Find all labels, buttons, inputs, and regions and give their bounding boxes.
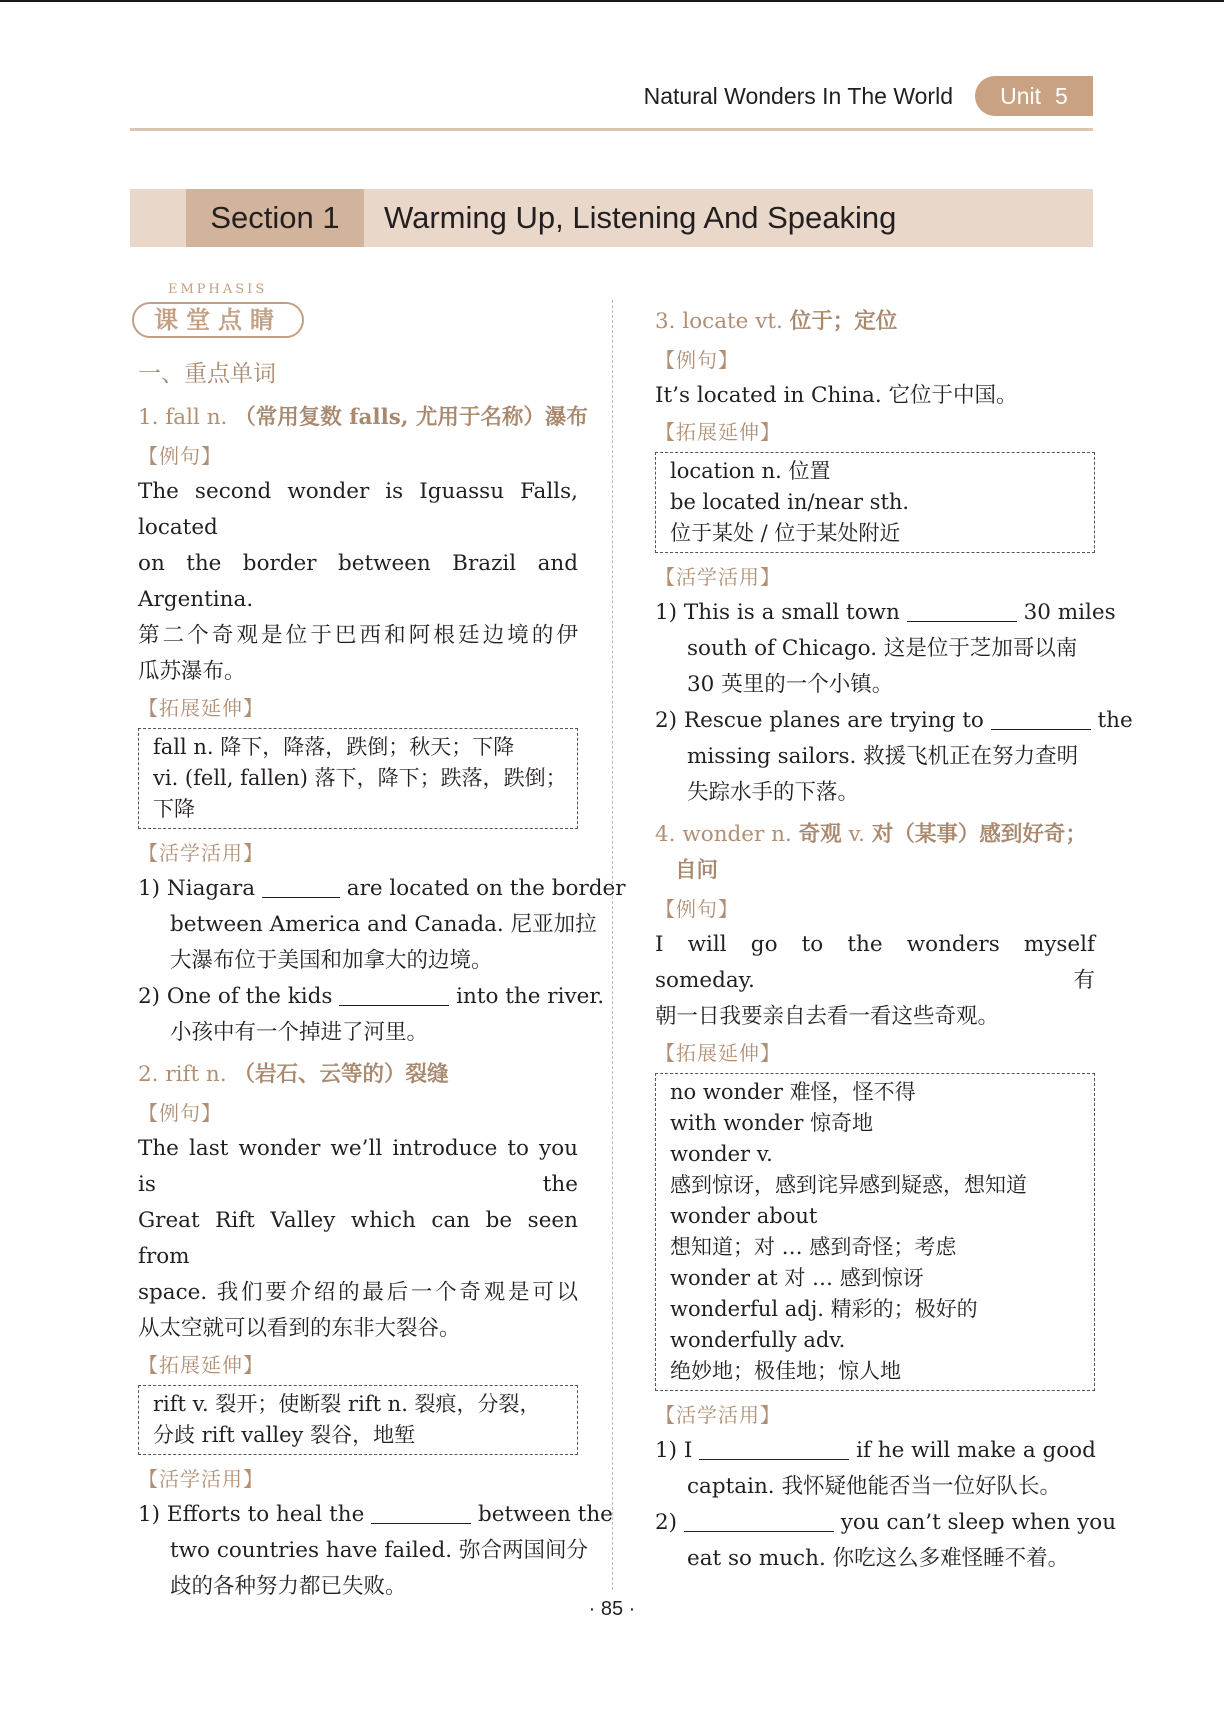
word-head: [138, 1055, 578, 1095]
extension-tag: 【拓展延伸】: [655, 420, 781, 444]
practice-cont: missing sailors. 救援飞机正在努力查明: [687, 744, 1079, 769]
word-head: [655, 815, 1095, 855]
answer-blank[interactable]: [684, 1509, 834, 1532]
unit-number: 5: [1055, 82, 1068, 109]
word-term: 4. wonder n.: [655, 822, 792, 847]
example-tag: 【例句】: [655, 897, 739, 921]
extension-line: wonder at 对 … 感到惊讶: [670, 1266, 924, 1290]
word-sense: （岩石、云等的）裂缝: [233, 1062, 449, 1087]
word-entry-wonder: [655, 815, 1117, 1577]
practice-text: are located on the border: [346, 876, 626, 901]
extension-line: 想知道；对 … 感到奇怪；考虑: [670, 1235, 957, 1259]
section-title: Warming Up, Listening And Speaking: [384, 200, 897, 235]
left-column: [138, 282, 626, 1605]
practice-cont: between America and Canada. 尼亚加拉: [170, 912, 597, 937]
practice-tag: 【活学活用】: [138, 841, 264, 865]
practice-text: 1) I: [655, 1438, 693, 1463]
top-rule: [0, 0, 1224, 2]
practice-tag: 【活学活用】: [655, 1403, 781, 1427]
example-line: The second wonder is Iguassu Falls, located: [138, 479, 578, 540]
word-sense: 奇观: [798, 822, 842, 847]
example-tag: 【例句】: [138, 1101, 222, 1125]
practice-item: [138, 979, 605, 1015]
section-number: Section 1: [186, 189, 364, 247]
example-line: space. 我们要介绍的最后一个奇观是可以: [138, 1280, 578, 1305]
extension-tag: 【拓展延伸】: [138, 696, 264, 720]
practice-cont: 大瀑布位于美国和加拿大的边境。: [170, 948, 493, 973]
practice-cont: south of Chicago. 这是位于芝加哥以南: [687, 636, 1078, 661]
word-sense: 自问: [675, 858, 719, 883]
page-number: · 85 ·: [588, 1598, 636, 1620]
practice-item: [655, 1505, 1117, 1541]
word-sense: 位于；定位: [789, 309, 898, 334]
practice-tag: 【活学活用】: [138, 1467, 264, 1491]
section-banner: [130, 189, 1093, 247]
practice-text: 1) Niagara: [138, 876, 256, 901]
practice-text: between the: [478, 1502, 613, 1527]
example-tag: 【例句】: [138, 444, 222, 468]
extension-tag: 【拓展延伸】: [655, 1041, 781, 1065]
word-sense: 对（某事）感到好奇；: [871, 822, 1087, 847]
example-line: Great Rift Valley which can be seen from: [138, 1208, 578, 1269]
practice-text: 1) Efforts to heal the: [138, 1502, 365, 1527]
practice-item: [138, 1497, 613, 1533]
header-rule: [130, 128, 1093, 131]
unit-badge: [975, 76, 1093, 116]
extension-line: no wonder 难怪，怪不得: [670, 1080, 916, 1104]
practice-cont: 失踪水手的下落。: [687, 780, 860, 805]
extension-box: [655, 452, 1095, 553]
practice-cont: 歧的各种努力都已失败。: [170, 1574, 407, 1599]
example-line: It’s located in China. 它位于中国。: [655, 383, 1018, 408]
word-head-cont: [655, 851, 1095, 891]
practice-text: if he will make a good: [856, 1438, 1096, 1463]
extension-line: 绝妙地；极佳地；惊人地: [670, 1359, 901, 1383]
header-title: Natural Wonders In The World: [643, 83, 953, 109]
word-term: 3. locate vt.: [655, 309, 783, 334]
word-entry-locate: [655, 302, 1133, 811]
extension-line: 位于某处 / 位于某处附近: [670, 521, 901, 545]
extension-line: rift v. 裂开；使断裂 rift n. 裂痕，分裂，: [153, 1392, 541, 1416]
word-head: [655, 302, 1095, 342]
extension-tag: 【拓展延伸】: [138, 1353, 264, 1377]
extension-line: wonderful adj. 精彩的；极好的: [670, 1297, 978, 1321]
word-entry-rift: [138, 1055, 613, 1605]
practice-text: 2): [655, 1510, 678, 1535]
example-line: 朝一日我要亲自去看一看这些奇观。: [655, 1004, 1000, 1029]
practice-cont: captain. 我怀疑他能否当一位好队长。: [687, 1474, 1061, 1499]
answer-blank[interactable]: [371, 1501, 471, 1524]
practice-tag: 【活学活用】: [655, 565, 781, 589]
example-line: on the border between Brazil and Argentina.: [138, 551, 578, 612]
extension-line: with wonder 惊奇地: [670, 1111, 874, 1135]
emphasis-english: EMPHASIS: [168, 282, 268, 297]
extension-box: [138, 1385, 578, 1455]
practice-text: the: [1097, 708, 1133, 733]
practice-cont: two countries have failed. 弥合两国间分: [170, 1538, 588, 1563]
right-column: [655, 298, 1133, 1577]
practice-cont: eat so much. 你吃这么多难怪睡不着。: [687, 1546, 1070, 1571]
extension-line: wonder v.: [670, 1142, 773, 1166]
example-tag: 【例句】: [655, 348, 739, 372]
practice-cont: 30 英里的一个小镇。: [687, 672, 894, 697]
extension-line: fall n. 降下，降落，跌倒；秋天；下降: [153, 735, 515, 759]
answer-blank[interactable]: [339, 983, 449, 1006]
practice-item: [655, 703, 1133, 739]
word-term: v.: [848, 822, 865, 847]
emphasis-chinese: 课堂点睛: [132, 302, 304, 338]
word-term: 1. fall n.: [138, 405, 228, 430]
extension-line: location n. 位置: [670, 459, 831, 483]
example-line: 瓜苏瀑布。: [138, 659, 246, 684]
running-header: [130, 74, 1093, 120]
word-head: [138, 398, 588, 438]
extension-box: [655, 1073, 1095, 1391]
column-divider: [612, 300, 613, 1590]
practice-item: [655, 1433, 1095, 1469]
example-line: I will go to the wonders myself someday. 有: [655, 932, 1095, 993]
example-line: 第二个奇观是位于巴西和阿根廷边境的伊: [138, 623, 578, 648]
extension-line: vi. (fell, fallen) 落下，降下；跌落，跌倒；: [153, 766, 567, 790]
answer-blank[interactable]: [699, 1437, 849, 1460]
practice-text: into the river.: [456, 984, 605, 1009]
practice-item: [655, 595, 1116, 631]
practice-text: 2) One of the kids: [138, 984, 333, 1009]
word-sense: （常用复数 falls, 尤用于名称）瀑布: [234, 405, 588, 430]
answer-blank[interactable]: [991, 707, 1091, 730]
example-line: 从太空就可以看到的东非大裂谷。: [138, 1316, 461, 1341]
word-term: 2. rift n.: [138, 1062, 227, 1087]
practice-item: [138, 871, 626, 907]
unit-label: Unit: [1000, 82, 1042, 109]
extension-line: 下降: [153, 797, 195, 821]
extension-line: be located in/near sth.: [670, 490, 910, 514]
example-line: The last wonder we’ll introduce to you is the: [138, 1136, 578, 1197]
extension-line: wonderfully adv.: [670, 1328, 846, 1352]
practice-text: 1) This is a small town: [655, 600, 900, 625]
practice-cont: 小孩中有一个掉进了河里。: [170, 1020, 429, 1045]
key-words-heading: 一、重点单词: [138, 361, 276, 387]
extension-line: wonder about: [670, 1204, 818, 1228]
extension-line: 分歧 rift valley 裂谷，地堑: [153, 1423, 416, 1447]
practice-text: 30 miles: [1023, 600, 1116, 625]
extension-line: 感到惊讶，感到诧异感到疑惑，想知道: [670, 1173, 1027, 1197]
practice-text: 2) Rescue planes are trying to: [655, 708, 984, 733]
answer-blank[interactable]: [262, 875, 340, 898]
emphasis-badge: [132, 282, 312, 352]
answer-blank[interactable]: [907, 599, 1017, 622]
word-entry-fall: [138, 398, 626, 1051]
practice-text: you can’t sleep when you: [840, 1510, 1117, 1535]
extension-box: [138, 728, 578, 829]
